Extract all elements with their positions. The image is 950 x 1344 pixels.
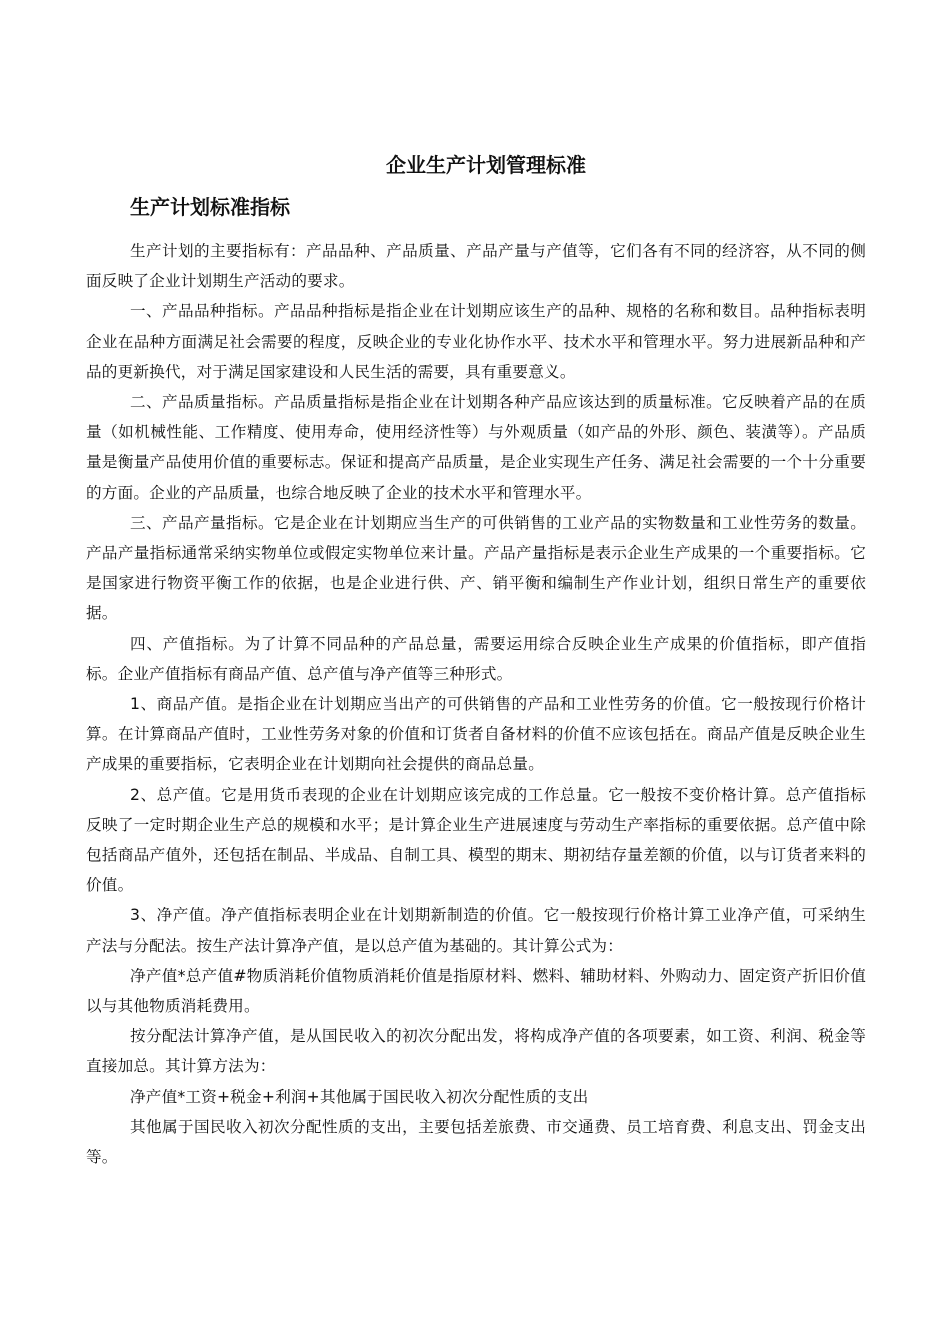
paragraph-value-indicator: 四、产值指标。为了计算不同品种的产品总量，需要运用综合反映企业生产成果的价值指标，即产值指标。企业产值指标有商品产值、总产值与净产值等三种形式。 — [86, 634, 866, 683]
paragraph-gross-value: 2、总产值。它是用货币表现的企业在计划期应该完成的工作总量。它一般按不变价格计算。总产值指标反映了一定时期企业生产总的规模和水平；是计算企业生产进展速度与劳动生产率指标的重要依据。总产值中除包括商品产值外，还包括在制品、半成品、自制工具、模型的期末、期初结存量差额的价值，以与订货者来料的价值。 — [86, 785, 866, 895]
paragraph-other-expenses: 其他属于国民收入初次分配性质的支出，主要包括差旅费、市交通费、员工培育费、利息支出、罚金支出等。 — [86, 1117, 866, 1167]
section-heading: 生产计划标准指标 — [130, 195, 290, 219]
paragraph-commodity-value: 1、商品产值。是指企业在计划期应当出产的可供销售的产品和工业性劳务的价值。它一般按现行价格计算。在计算商品产值时，工业性劳务对象的价值和订货者自备材料的价值不应该包括在。商品产值是反映企业生产成果的重要指标，它表明企业在计划期向社会提供的商品总量。 — [86, 695, 866, 774]
document-title: 企业生产计划管理标准 — [386, 153, 586, 177]
paragraph-distribution-method: 按分配法计算净产值，是从国民收入的初次分配出发，将构成净产值的各项要素，如工资、利润、税金等直接加总。其计算方法为： — [86, 1027, 866, 1076]
paragraph-output-indicator: 三、产品产量指标。它是企业在计划期应当生产的可供销售的工业产品的实物数量和工业性劳务的数量。产品产量指标通常采纳实物单位或假定实物单位来计量。产品产量指标是表示企业生产成果的一个重要指标。它是国家进行物资平衡工作的依据，也是企业进行供、产、销平衡和编制生产作业计划，组织日常生产的重要依据。 — [86, 513, 866, 623]
document-page — [86, 148, 866, 1172]
paragraph-distribution-formula: 净产值*工资+税金+利润+其他属于国民收入初次分配性质的支出 — [130, 1087, 589, 1106]
paragraph-quality-indicator: 二、产品质量指标。产品质量指标是指企业在计划期各种产品应该达到的质量标准。它反映着产品的在质量（如机械性能、工作精度、使用寿命，使用经济性等）与外观质量（如产品的外形、颜色、装潢等）。产品质量是衡量产品使用价值的重要标志。保证和提高产品质量，是企业实现生产任务、满足社会需要的一个十分重要的方面。企业的产品质量，也综合地反映了企业的技术水平和管理水平。 — [86, 393, 866, 502]
paragraph-variety-indicator: 一、产品品种指标。产品品种指标是指企业在计划期应该生产的品种、规格的名称和数目。品种指标表明企业在品种方面满足社会需要的程度，反映企业的专业化协作水平、技术水平和管理水平。努力进展新品种和产品的更新换代，对于满足国家建设和人民生活的需要，具有重要意义。 — [86, 302, 866, 381]
paragraph-production-formula: 净产值*总产值#物质消耗价值物质消耗价值是指原材料、燃料、辅助材料、外购动力、固定资产折旧价值以与其他物质消耗费用。 — [86, 966, 866, 1016]
paragraph-net-value: 3、净产值。净产值指标表明企业在计划期新制造的价值。它一般按现行价格计算工业净产值，可采纳生产法与分配法。按生产法计算净产值，是以总产值为基础的。其计算公式为： — [86, 906, 866, 955]
paragraph-intro: 生产计划的主要指标有：产品品种、产品质量、产品产量与产值等，它们各有不同的经济容，从不同的侧面反映了企业计划期生产活动的要求。 — [86, 242, 866, 291]
